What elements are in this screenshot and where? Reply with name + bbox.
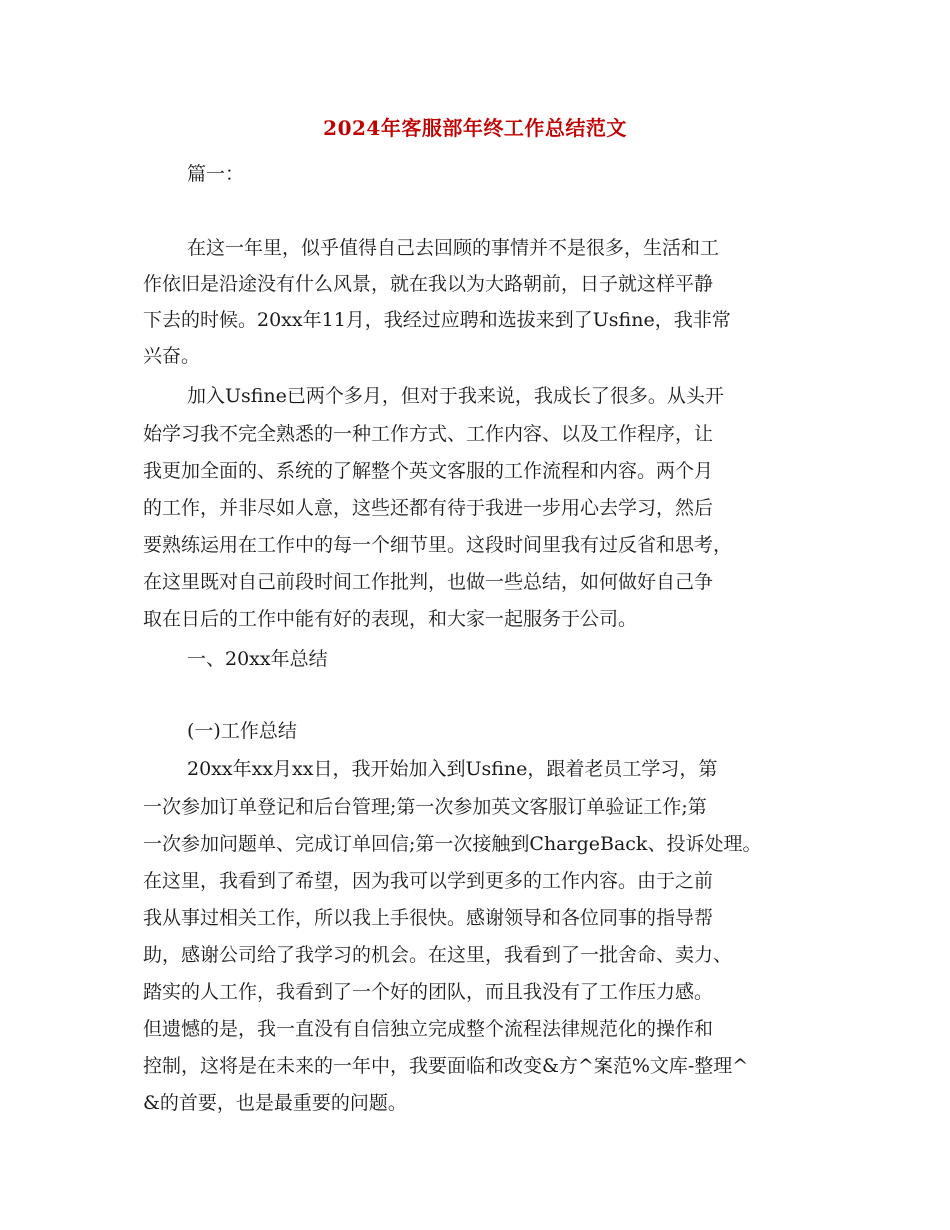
paragraph-line: 我从事过相关工作，所以我上手很快。感谢领导和各位同事的指导帮 [143,907,714,929]
document-title: 2024年客服部年终工作总结范文 [323,116,627,140]
paragraph-line: 要熟练运用在工作中的每一个细节里。这段时间里我有过反省和思考， [143,534,733,556]
paragraph-line: 作依旧是沿途没有什么风景，就在我以为大路朝前，日子就这样平静 [143,273,714,295]
section-heading: 一、20xx年总结 [187,648,328,670]
paragraph-line: 在这里，我看到了希望，因为我可以学到更多的工作内容。由于之前 [143,870,714,892]
paragraph-line: &的首要，也是最重要的问题。 [143,1092,407,1114]
paragraph-line: 在这一年里，似乎值得自己去回顾的事情并不是很多，生活和工 [187,237,720,259]
paragraph-line: 在这里既对自己前段时间工作批判，也做一些总结，如何做好自己争 [143,571,714,593]
subsection-heading: (一)工作总结 [187,720,297,742]
paragraph-line: 取在日后的工作中能有好的表现，和大家一起服务于公司。 [143,608,638,630]
section-label-pian-yi: 篇一： [187,163,245,185]
paragraph-line: 一次参加订单登记和后台管理;第一次参加英文客服订单验证工作;第 [143,796,707,818]
paragraph-line: 一次参加问题单、完成订单回信;第一次接触到ChargeBack、投诉处理。 [143,833,762,855]
paragraph-line: 但遗憾的是，我一直没有自信独立完成整个流程法律规范化的操作和 [143,1018,714,1040]
paragraph-line: 我更加全面的、系统的了解整个英文客服的工作流程和内容。两个月 [143,460,714,482]
paragraph-line: 20xx年xx月xx日，我开始加入到Usfine，跟着老员工学习，第 [187,758,718,780]
paragraph-line: 始学习我不完全熟悉的一种工作方式、工作内容、以及工作程序，让 [143,423,714,445]
paragraph-line: 下去的时候。20xx年11月，我经过应聘和选拔来到了Usfine，我非常 [143,309,731,331]
paragraph-line: 的工作，并非尽如人意，这些还都有待于我进一步用心去学习，然后 [143,497,714,519]
paragraph-line: 踏实的人工作，我看到了一个好的团队，而且我没有了工作压力感。 [143,981,714,1003]
paragraph-line: 兴奋。 [143,345,201,367]
paragraph-line: 加入Usfine已两个多月，但对于我来说，我成长了很多。从头开 [187,385,724,407]
paragraph-line: 助，感谢公司给了我学习的机会。在这里，我看到了一批舍命、卖力、 [143,944,733,966]
paragraph-line: 控制，这将是在未来的一年中，我要面临和改变&方^案范%文库-整理^ [143,1055,749,1077]
